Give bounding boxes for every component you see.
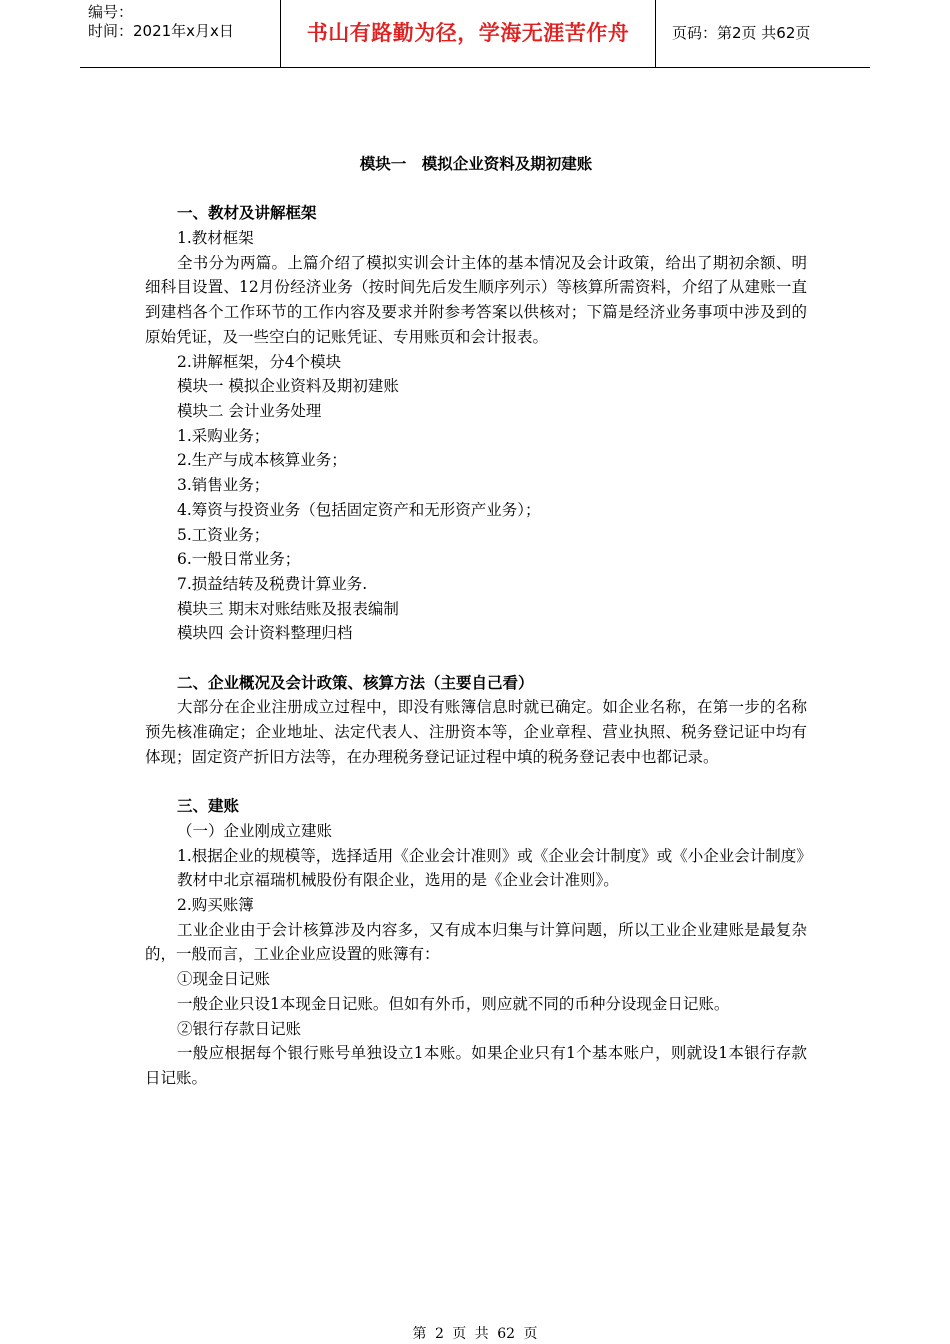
paragraph: 一般企业只设1本现金日记账。但如有外币，则应就不同的币种分设现金日记账。 — [177, 994, 730, 1013]
paragraph: 教材中北京福瑞机械股份有限企业，选用的是《企业会计准则》。 — [177, 871, 619, 890]
list-item: 模块二 会计业务处理 — [177, 402, 322, 420]
page-info-text: 页码：第2页 共62页 — [672, 24, 811, 42]
list-item: 模块三 期末对账结账及报表编制 — [177, 599, 399, 618]
list-item: 模块一 模拟企业资料及期初建账 — [177, 377, 399, 396]
subheading: 1.教材框架 — [177, 229, 254, 248]
header-page-info — [664, 0, 870, 67]
list-item: 6.一般日常业务； — [177, 550, 301, 569]
paragraph: 工业企业由于会计核算涉及内容多，又有成本归集与计算问题，所以工业企业建账是最复杂的，一般而言，工业企业应设置的账簿有： — [145, 920, 807, 964]
page-footer: 第 2 页 共 62 页 — [412, 1326, 538, 1342]
number-label: 编号： — [88, 3, 134, 21]
list-item: 3.销售业务； — [177, 476, 270, 495]
list-item: 模块四 会计资料整理归档 — [177, 624, 353, 643]
list-item: 5.工资业务； — [177, 525, 270, 544]
list-item: 2.生产与成本核算业务； — [177, 451, 347, 470]
list-item: 4.筹资与投资业务（包括固定资产和无形资产业务）； — [177, 500, 541, 519]
page-header — [80, 0, 870, 68]
subheading: ②银行存款日记账 — [177, 1019, 302, 1038]
document-body — [145, 152, 812, 1091]
paragraph: 大部分在企业注册成立过程中，即没有账簿信息时就已确定。如企业名称，在第一步的名称预先核准确定；企业地址、法定代表人、注册资本等，企业章程、营业执照、税务登记证中均有体现；固定资产折旧方法等，在办理税务登记证过程中填的税务登记表中也都记录。 — [145, 698, 807, 766]
spacer — [145, 770, 807, 795]
header-motto: 书山有路勤为径，学海无涯苦作舟 — [281, 0, 656, 67]
paragraph: 一般应根据每个银行账号单独设立1本账。如果企业只有1个基本账户，则就设1本银行存款日记账。 — [145, 1044, 807, 1087]
paragraph: 1.根据企业的规模等，选择适用《企业会计准则》或《企业会计制度》或《小企业会计制度》 — [177, 846, 812, 865]
spacer — [145, 646, 807, 671]
section-heading-2: 二、企业概况及会计政策、核算方法（主要自己看） — [177, 672, 534, 692]
section-heading-3: 三、建账 — [177, 796, 240, 816]
header-meta — [80, 0, 281, 67]
section-heading-1: 一、教材及讲解框架 — [177, 203, 317, 223]
paragraph: 全书分为两篇。上篇介绍了模拟实训会计主体的基本情况及会计政策，给出了期初余额、明细科目设置、12月份经济业务（按时间先后发生顺序列示）等核算所需资料，介绍了从建账一直到建档各个工作环节的工作内容及要求并附参考答案以供核对；下篇是经济业务事项中涉及到的原始凭证，及一些空白的记账凭证、专用账页和会计报表。 — [145, 253, 807, 346]
subheading: ①现金日记账 — [177, 970, 271, 989]
document-title: 模块一 模拟企业资料及期初建账 — [359, 154, 593, 173]
list-item: 7.损益结转及税费计算业务. — [177, 574, 368, 593]
time-label: 时间：2021年x月x日 — [88, 22, 234, 40]
subheading: （一）企业刚成立建账 — [177, 821, 333, 840]
subheading: 2.讲解框架，分4个模块 — [177, 352, 342, 371]
list-item: 1.采购业务； — [177, 426, 270, 445]
subheading: 2.购买账簿 — [177, 896, 254, 915]
